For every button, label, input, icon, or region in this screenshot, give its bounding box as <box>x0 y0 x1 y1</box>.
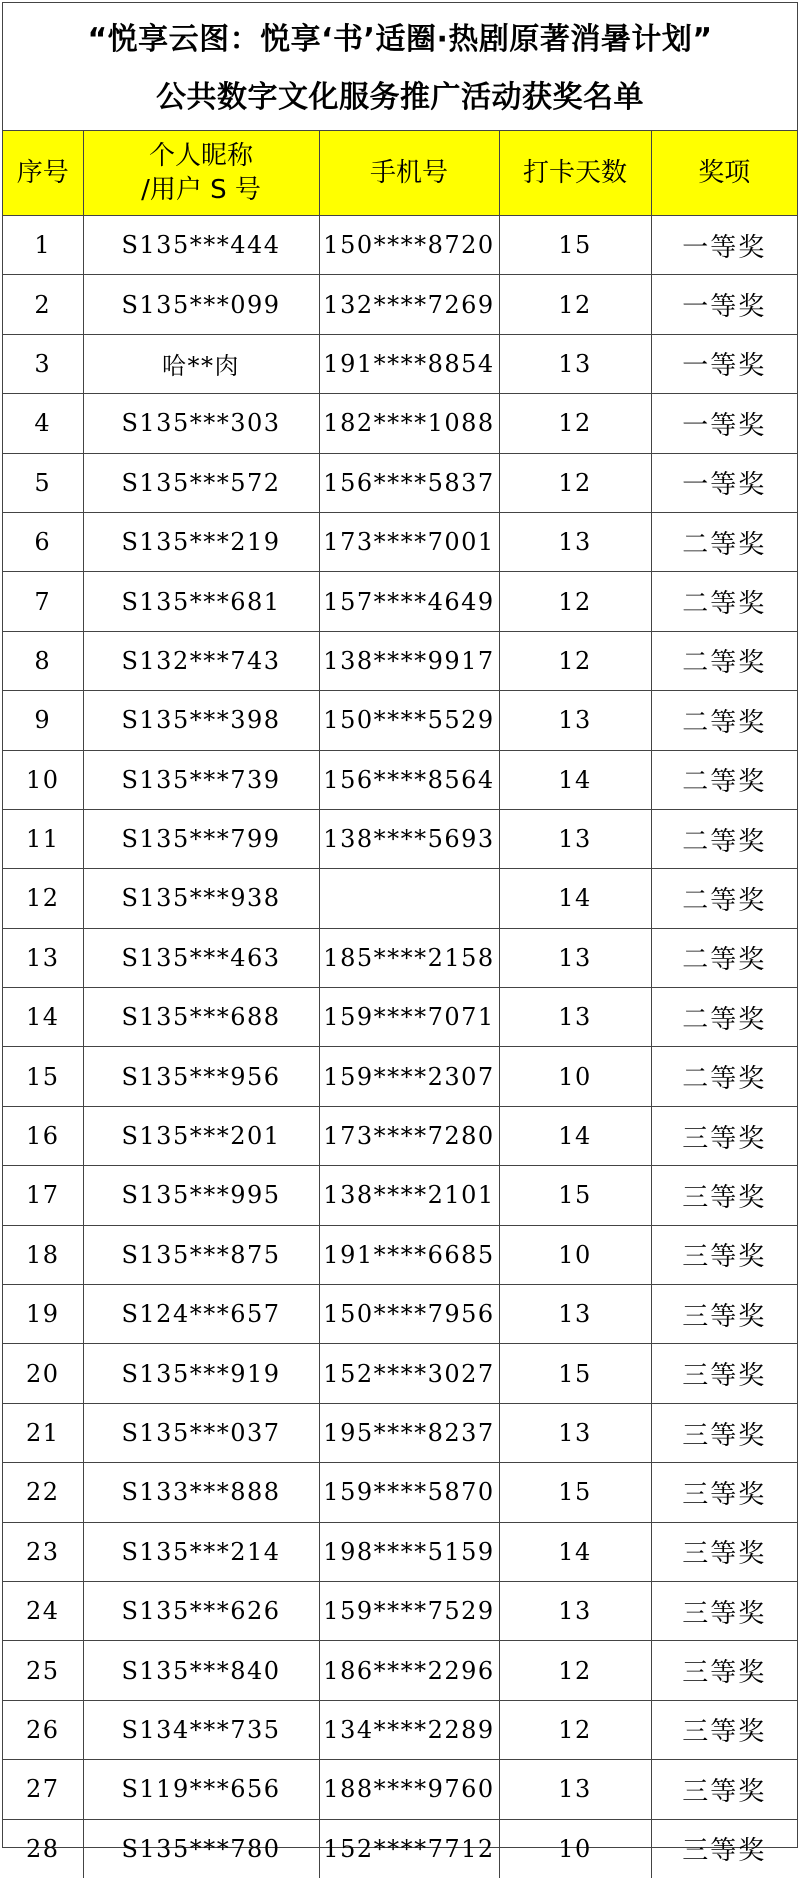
cell-days: 13 <box>499 1760 651 1819</box>
winners-table <box>3 131 797 1878</box>
cell-prize: 二等奖 <box>651 988 797 1047</box>
table-row <box>3 1403 797 1462</box>
table-row <box>3 572 797 631</box>
table-row <box>3 869 797 928</box>
cell-phone: 138****2101 <box>319 1166 499 1225</box>
table-row <box>3 928 797 987</box>
cell-nickname: S135***956 <box>83 1047 319 1106</box>
document-subtitle: 公共数字文化服务推广活动获奖名单 <box>156 80 644 115</box>
cell-prize: 二等奖 <box>651 928 797 987</box>
table-row <box>3 512 797 571</box>
cell-phone: 156****5837 <box>319 453 499 512</box>
table-row <box>3 1047 797 1106</box>
cell-prize: 二等奖 <box>651 1047 797 1106</box>
cell-prize: 一等奖 <box>651 453 797 512</box>
cell-prize: 三等奖 <box>651 1403 797 1462</box>
cell-days: 12 <box>499 631 651 690</box>
cell-nickname: S133***888 <box>83 1463 319 1522</box>
cell-prize: 二等奖 <box>651 691 797 750</box>
cell-nickname: S135***463 <box>83 928 319 987</box>
table-header-row <box>3 131 797 216</box>
cell-phone: 191****8854 <box>319 334 499 393</box>
cell-days: 10 <box>499 1225 651 1284</box>
cell-prize: 二等奖 <box>651 750 797 809</box>
cell-index: 25 <box>3 1641 83 1700</box>
cell-index: 12 <box>3 869 83 928</box>
cell-phone: 188****9760 <box>319 1760 499 1819</box>
table-row <box>3 1522 797 1581</box>
cell-phone: 157****4649 <box>319 572 499 631</box>
header-nickname-line2: /用户 S 号 <box>141 175 261 205</box>
cell-phone: 152****7712 <box>319 1819 499 1878</box>
cell-index: 14 <box>3 988 83 1047</box>
cell-nickname: 哈**肉 <box>83 334 319 393</box>
table-row <box>3 1166 797 1225</box>
table-row <box>3 1760 797 1819</box>
cell-nickname: S124***657 <box>83 1285 319 1344</box>
cell-prize: 一等奖 <box>651 216 797 275</box>
table-row <box>3 1641 797 1700</box>
cell-index: 13 <box>3 928 83 987</box>
table-row <box>3 1819 797 1878</box>
cell-phone: 138****5693 <box>319 809 499 868</box>
cell-index: 11 <box>3 809 83 868</box>
table-row <box>3 216 797 275</box>
cell-nickname: S134***735 <box>83 1700 319 1759</box>
cell-phone: 198****5159 <box>319 1522 499 1581</box>
cell-prize: 一等奖 <box>651 275 797 334</box>
cell-days: 13 <box>499 691 651 750</box>
cell-days: 12 <box>499 394 651 453</box>
cell-index: 6 <box>3 512 83 571</box>
table-row <box>3 1285 797 1344</box>
cell-nickname: S135***739 <box>83 750 319 809</box>
cell-days: 14 <box>499 750 651 809</box>
table-row <box>3 988 797 1047</box>
table-row <box>3 394 797 453</box>
cell-nickname: S135***780 <box>83 1819 319 1878</box>
cell-prize: 三等奖 <box>651 1641 797 1700</box>
cell-index: 18 <box>3 1225 83 1284</box>
cell-nickname: S135***626 <box>83 1581 319 1640</box>
cell-nickname: S135***303 <box>83 394 319 453</box>
cell-phone: 182****1088 <box>319 394 499 453</box>
cell-phone: 159****2307 <box>319 1047 499 1106</box>
cell-days: 13 <box>499 928 651 987</box>
cell-days: 13 <box>499 809 651 868</box>
cell-nickname: S135***572 <box>83 453 319 512</box>
cell-index: 10 <box>3 750 83 809</box>
cell-phone: 150****7956 <box>319 1285 499 1344</box>
cell-days: 13 <box>499 512 651 571</box>
cell-days: 15 <box>499 216 651 275</box>
cell-phone: 150****8720 <box>319 216 499 275</box>
cell-prize: 二等奖 <box>651 809 797 868</box>
cell-days: 12 <box>499 1641 651 1700</box>
cell-index: 16 <box>3 1106 83 1165</box>
cell-phone: 185****2158 <box>319 928 499 987</box>
table-row <box>3 691 797 750</box>
cell-days: 12 <box>499 275 651 334</box>
cell-phone: 173****7001 <box>319 512 499 571</box>
cell-index: 20 <box>3 1344 83 1403</box>
cell-nickname: S135***219 <box>83 512 319 571</box>
cell-nickname: S135***681 <box>83 572 319 631</box>
cell-nickname: S135***214 <box>83 1522 319 1581</box>
cell-nickname: S135***444 <box>83 216 319 275</box>
header-days: 打卡天数 <box>499 131 651 216</box>
cell-nickname: S135***398 <box>83 691 319 750</box>
cell-nickname: S135***201 <box>83 1106 319 1165</box>
cell-prize: 三等奖 <box>651 1106 797 1165</box>
table-row <box>3 1581 797 1640</box>
table-row <box>3 1225 797 1284</box>
table-row <box>3 1344 797 1403</box>
cell-phone: 152****3027 <box>319 1344 499 1403</box>
cell-nickname: S135***688 <box>83 988 319 1047</box>
cell-nickname: S135***799 <box>83 809 319 868</box>
table-row <box>3 1700 797 1759</box>
cell-prize: 三等奖 <box>651 1463 797 1522</box>
cell-index: 3 <box>3 334 83 393</box>
cell-phone: 150****5529 <box>319 691 499 750</box>
cell-days: 13 <box>499 334 651 393</box>
cell-index: 4 <box>3 394 83 453</box>
cell-prize: 三等奖 <box>651 1581 797 1640</box>
header-nickname <box>83 131 319 216</box>
table-row <box>3 809 797 868</box>
title-block <box>3 3 797 131</box>
cell-phone: 132****7269 <box>319 275 499 334</box>
cell-phone: 134****2289 <box>319 1700 499 1759</box>
cell-days: 12 <box>499 1700 651 1759</box>
cell-prize: 二等奖 <box>651 631 797 690</box>
cell-phone: 156****8564 <box>319 750 499 809</box>
cell-prize: 二等奖 <box>651 512 797 571</box>
cell-index: 24 <box>3 1581 83 1640</box>
cell-phone <box>319 869 499 928</box>
cell-days: 14 <box>499 1106 651 1165</box>
cell-index: 23 <box>3 1522 83 1581</box>
document-title: “悦享云图：悦享‘书’适圈·热剧原著消暑计划” <box>87 22 713 57</box>
cell-nickname: S135***995 <box>83 1166 319 1225</box>
cell-index: 21 <box>3 1403 83 1462</box>
cell-index: 7 <box>3 572 83 631</box>
cell-phone: 159****7071 <box>319 988 499 1047</box>
cell-nickname: S119***656 <box>83 1760 319 1819</box>
cell-phone: 195****8237 <box>319 1403 499 1462</box>
cell-phone: 159****7529 <box>319 1581 499 1640</box>
cell-prize: 二等奖 <box>651 572 797 631</box>
table-row <box>3 750 797 809</box>
cell-nickname: S132***743 <box>83 631 319 690</box>
table-body <box>3 216 797 1878</box>
cell-index: 28 <box>3 1819 83 1878</box>
table-row <box>3 1463 797 1522</box>
cell-days: 15 <box>499 1344 651 1403</box>
cell-prize: 三等奖 <box>651 1166 797 1225</box>
cell-index: 17 <box>3 1166 83 1225</box>
cell-prize: 一等奖 <box>651 334 797 393</box>
cell-index: 5 <box>3 453 83 512</box>
cell-phone: 173****7280 <box>319 1106 499 1165</box>
header-phone: 手机号 <box>319 131 499 216</box>
header-prize: 奖项 <box>651 131 797 216</box>
header-index: 序号 <box>3 131 83 216</box>
cell-index: 1 <box>3 216 83 275</box>
cell-nickname: S135***919 <box>83 1344 319 1403</box>
cell-prize: 三等奖 <box>651 1225 797 1284</box>
cell-prize: 三等奖 <box>651 1522 797 1581</box>
cell-days: 10 <box>499 1819 651 1878</box>
cell-nickname: S135***938 <box>83 869 319 928</box>
cell-prize: 三等奖 <box>651 1344 797 1403</box>
table-row <box>3 453 797 512</box>
cell-phone: 159****5870 <box>319 1463 499 1522</box>
cell-days: 13 <box>499 1581 651 1640</box>
cell-nickname: S135***840 <box>83 1641 319 1700</box>
cell-prize: 三等奖 <box>651 1285 797 1344</box>
cell-days: 14 <box>499 1522 651 1581</box>
table-row <box>3 1106 797 1165</box>
cell-phone: 138****9917 <box>319 631 499 690</box>
winners-document <box>2 2 798 1867</box>
cell-index: 8 <box>3 631 83 690</box>
cell-index: 9 <box>3 691 83 750</box>
cell-days: 14 <box>499 869 651 928</box>
cell-index: 22 <box>3 1463 83 1522</box>
cell-prize: 三等奖 <box>651 1700 797 1759</box>
table-row <box>3 275 797 334</box>
cell-index: 15 <box>3 1047 83 1106</box>
cell-nickname: S135***037 <box>83 1403 319 1462</box>
cell-nickname: S135***099 <box>83 275 319 334</box>
cell-prize: 三等奖 <box>651 1819 797 1878</box>
cell-index: 26 <box>3 1700 83 1759</box>
cell-days: 12 <box>499 572 651 631</box>
cell-prize: 二等奖 <box>651 869 797 928</box>
cell-days: 13 <box>499 1403 651 1462</box>
cell-prize: 三等奖 <box>651 1760 797 1819</box>
cell-days: 10 <box>499 1047 651 1106</box>
cell-index: 19 <box>3 1285 83 1344</box>
header-nickname-line1: 个人昵称 <box>148 141 253 171</box>
cell-days: 13 <box>499 1285 651 1344</box>
cell-index: 27 <box>3 1760 83 1819</box>
cell-nickname: S135***875 <box>83 1225 319 1284</box>
cell-days: 12 <box>499 453 651 512</box>
cell-phone: 191****6685 <box>319 1225 499 1284</box>
cell-index: 2 <box>3 275 83 334</box>
cell-days: 13 <box>499 988 651 1047</box>
cell-days: 15 <box>499 1166 651 1225</box>
table-row <box>3 631 797 690</box>
cell-prize: 一等奖 <box>651 394 797 453</box>
table-row <box>3 334 797 393</box>
cell-days: 15 <box>499 1463 651 1522</box>
cell-phone: 186****2296 <box>319 1641 499 1700</box>
